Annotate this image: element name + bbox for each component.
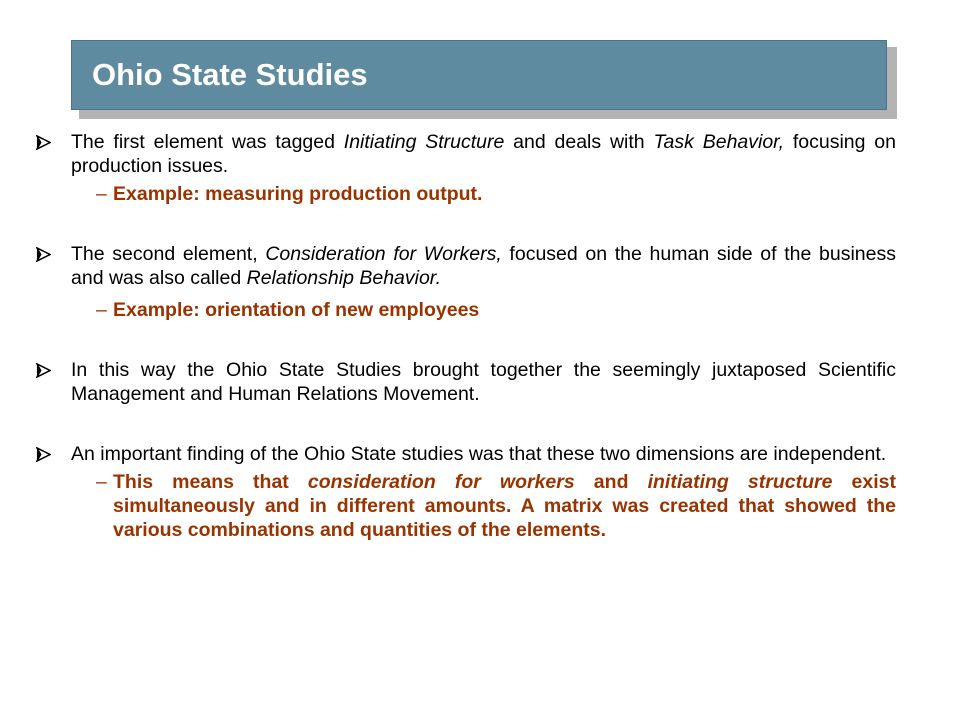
bullet-text: focused on the human side of the business and was also called [71, 243, 896, 289]
bullet-text: and deals with [504, 131, 654, 153]
arrowhead-check-icon [36, 447, 51, 462]
sub-bullet-matrix [36, 470, 896, 542]
arrowhead-check-icon [36, 363, 51, 378]
dash-icon: – [96, 299, 107, 321]
sub-bullet-text-italic: consideration for workers [307, 471, 575, 493]
slide-content [36, 130, 896, 542]
sub-bullet-text: Example: measuring production output. [113, 183, 483, 205]
title-bar [71, 40, 887, 110]
sub-bullet-example-1 [36, 182, 896, 206]
sub-bullet-text: and [574, 471, 648, 493]
sub-bullet-text: This means that [113, 471, 308, 493]
bullet-text-italic: Initiating Structure [343, 131, 505, 153]
bullet-text-italic: Relationship Behavior. [246, 267, 441, 289]
bullet-independent-dimensions [36, 442, 896, 466]
bullet-text-italic: Task Behavior, [653, 131, 785, 153]
bullet-text: focusing on production issues. [71, 131, 896, 177]
bullet-text: An important finding of the Ohio State studies was that these two dimensions are independent. [71, 443, 887, 465]
sub-bullet-text-italic: initiating structure [647, 471, 833, 493]
bullet-text: In this way the Ohio State Studies brought together the seemingly juxtaposed Scientific Management and Human Relations Movement. [71, 359, 896, 405]
sub-bullet-example-2 [36, 298, 896, 322]
bullet-text: The first element was tagged [71, 131, 344, 153]
bullet-text: The second element, [71, 243, 266, 265]
dash-icon: – [96, 183, 107, 205]
bullet-ohio-state-synthesis [36, 358, 896, 406]
bullet-initiating-structure [36, 130, 896, 178]
bullet-consideration-workers [36, 242, 896, 290]
bullet-text-italic: Consideration for Workers, [265, 243, 502, 265]
slide-title: Ohio State Studies [92, 57, 368, 92]
arrowhead-check-icon [36, 135, 51, 150]
sub-bullet-text: Example: orientation of new employees [113, 299, 480, 321]
arrowhead-check-icon [36, 247, 51, 262]
dash-icon: – [96, 471, 107, 493]
sub-bullet-text: exist simultaneously and in different amounts. A matrix was created that showed the various combinations and quantities of the elements. [113, 471, 896, 541]
